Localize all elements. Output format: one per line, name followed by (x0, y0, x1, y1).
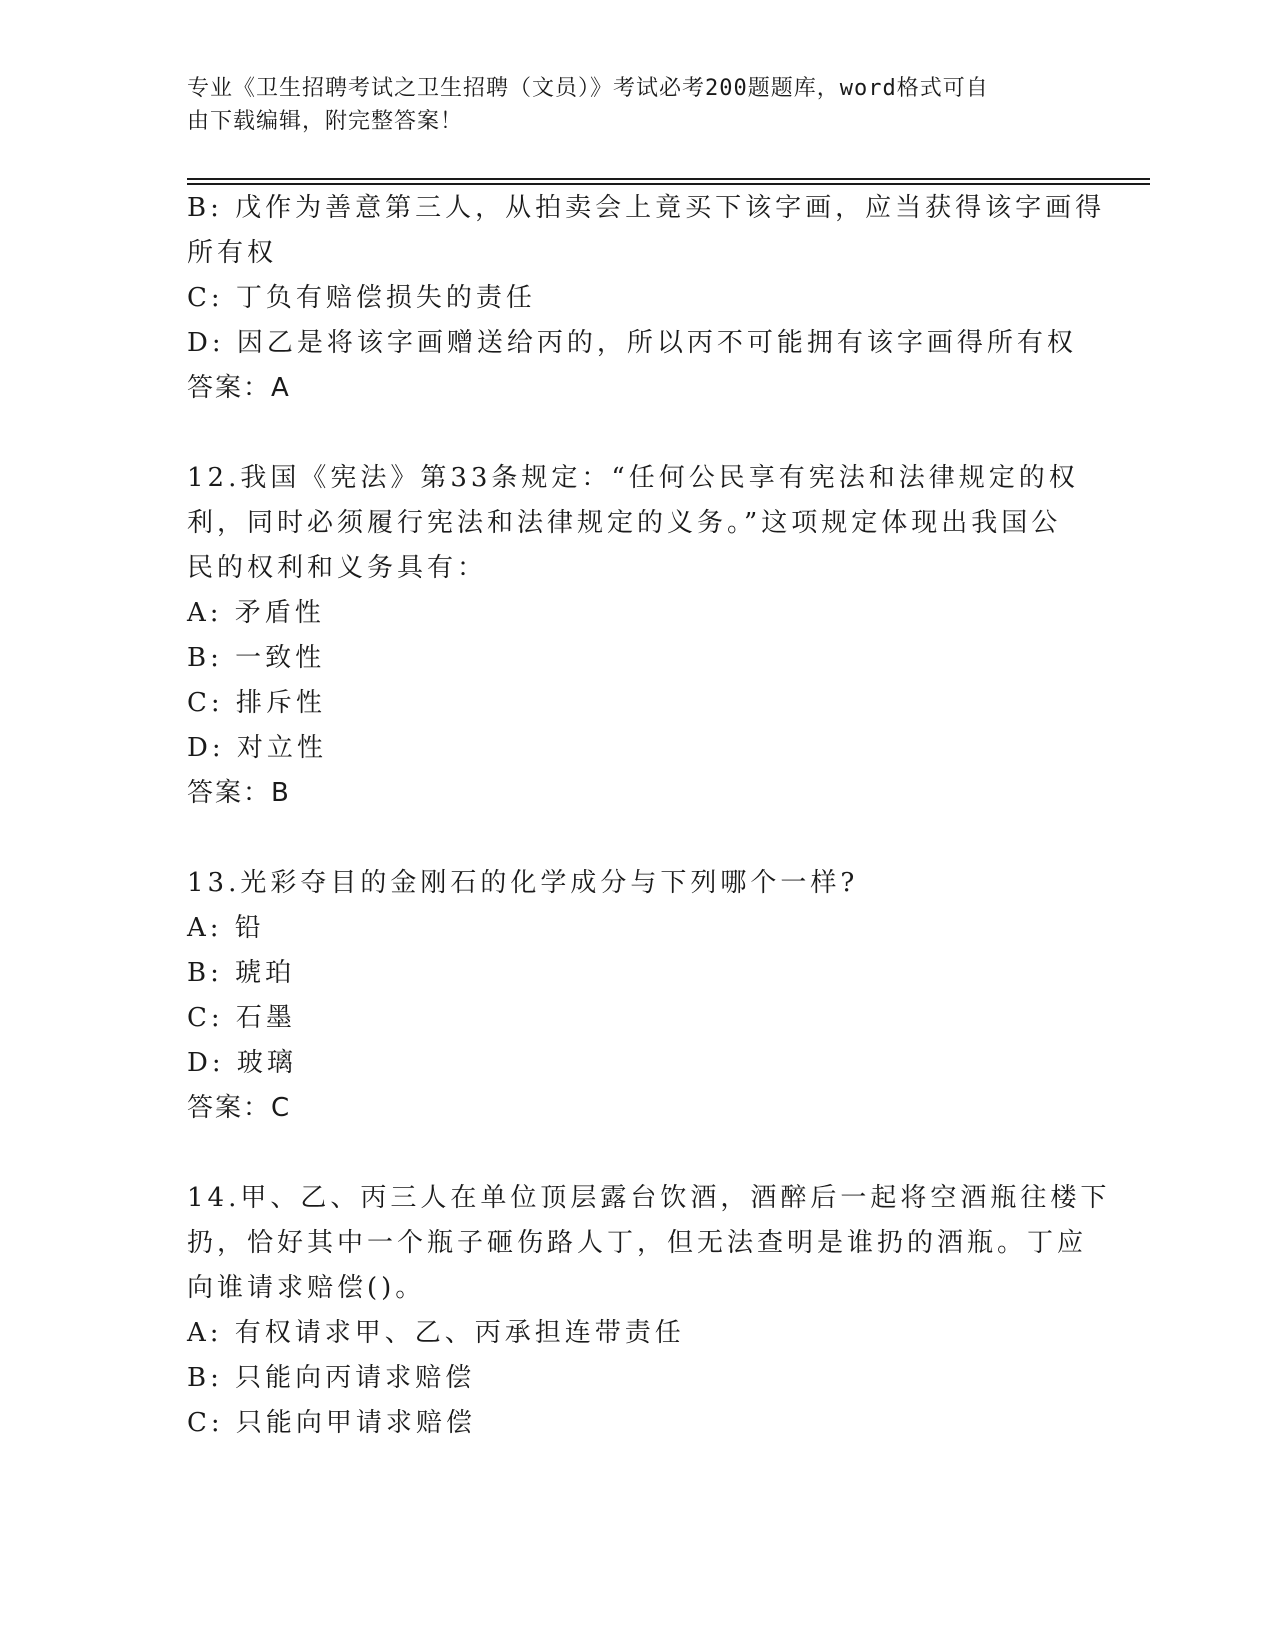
q12-stem-line-2: 利，同时必须履行宪法和法律规定的义务。”这项规定体现出我国公 (187, 508, 1062, 538)
q13-option-c: C: 石墨 (187, 1003, 296, 1033)
q14-option-c: C: 只能向甲请求赔偿 (187, 1408, 476, 1438)
q13-option-b: B: 琥珀 (187, 958, 296, 988)
q14-option-b: B: 只能向丙请求赔偿 (187, 1363, 476, 1393)
document-header (187, 72, 1067, 138)
q12-option-a: A: 矛盾性 (187, 598, 325, 628)
q11-option-c: C: 丁负有赔偿损失的责任 (187, 283, 536, 313)
q12-stem-line-1: 12.我国《宪法》第33条规定：“任何公民享有宪法和法律规定的权 (187, 463, 1079, 493)
header-rule-bottom (187, 183, 1150, 185)
q14-option-a: A: 有权请求甲、乙、丙承担连带责任 (187, 1318, 685, 1348)
q12-answer: 答案：B (187, 778, 291, 808)
q14-stem-line-2: 扔，恰好其中一个瓶子砸伤路人丁，但无法查明是谁扔的酒瓶。丁应 (187, 1228, 1088, 1258)
q11-option-d: D: 因乙是将该字画赠送给丙的，所以丙不可能拥有该字画得所有权 (187, 328, 1077, 358)
q11-answer: 答案：A (187, 373, 291, 403)
header-title-line-2: 由下载编辑，附完整答案！ (187, 109, 464, 134)
q11-option-b-line-1: B: 戊作为善意第三人，从拍卖会上竟买下该字画，应当获得该字画得 (187, 193, 1106, 223)
header-rule-top (187, 178, 1150, 180)
q13-answer: 答案：C (187, 1093, 292, 1123)
q12-stem-line-3: 民的权利和义务具有： (187, 553, 488, 583)
header-title-line-1: 专业《卫生招聘考试之卫生招聘（文员）》考试必考200题题库，word格式可自 (187, 76, 989, 101)
q11-option-b-line-2: 所有权 (187, 238, 278, 268)
q13-stem: 13.光彩夺目的金刚石的化学成分与下列哪个一样? (187, 868, 859, 898)
q13-option-a: A: 铅 (187, 913, 265, 943)
q12-option-c: C: 排斥性 (187, 688, 326, 718)
q14-stem-line-3: 向谁请求赔偿()。 (187, 1273, 426, 1303)
q14-stem-line-1: 14.甲、乙、丙三人在单位顶层露台饮酒，酒醉后一起将空酒瓶往楼下 (187, 1183, 1111, 1213)
q12-option-d: D: 对立性 (187, 733, 327, 763)
q12-option-b: B: 一致性 (187, 643, 326, 673)
q13-option-d: D: 玻璃 (187, 1048, 297, 1078)
